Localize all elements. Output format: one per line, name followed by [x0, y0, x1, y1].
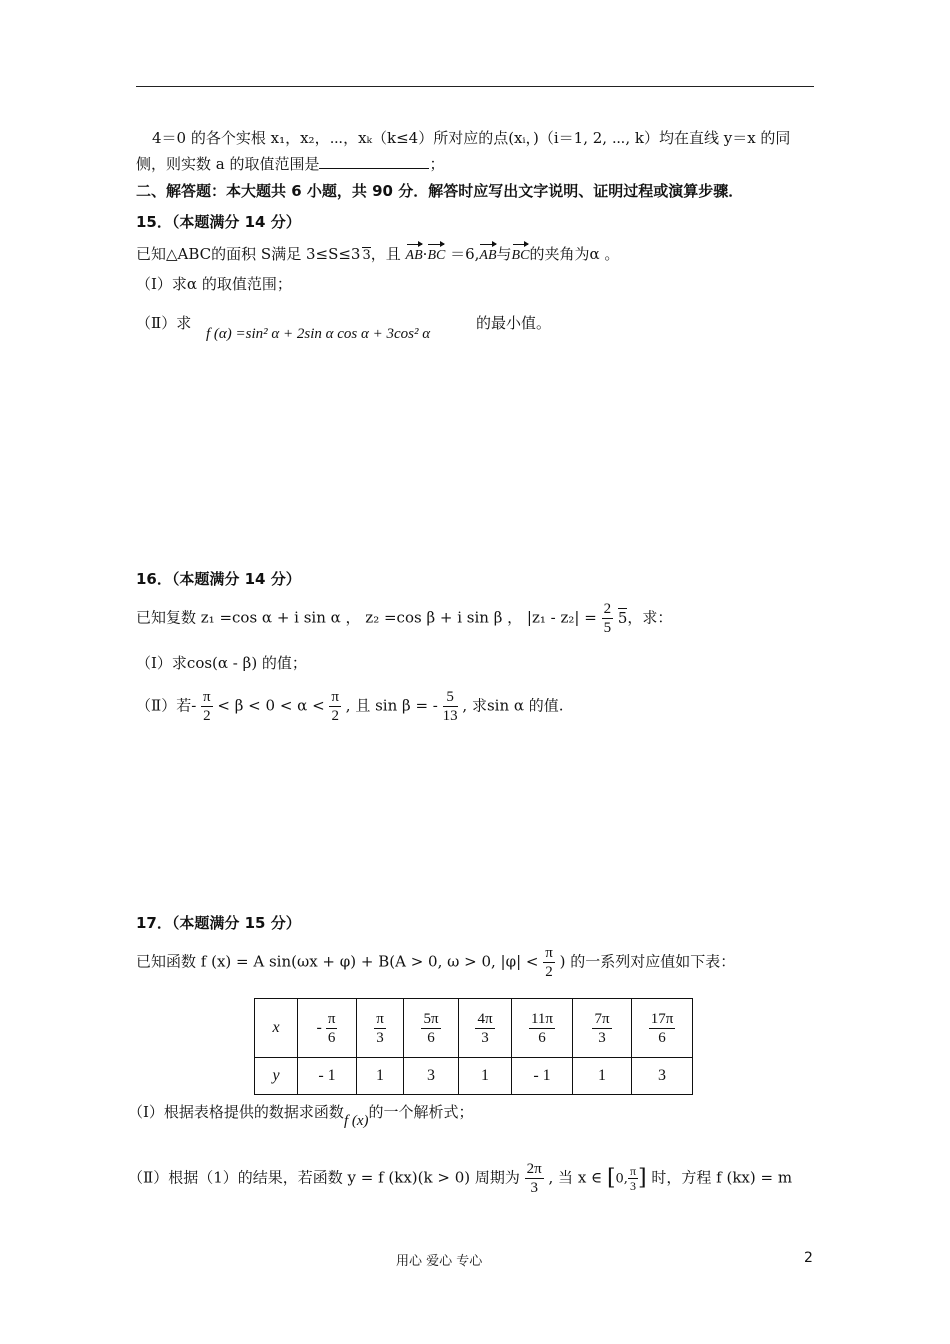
left-bracket: [ — [606, 1165, 616, 1191]
x-frac-3 — [421, 1010, 440, 1047]
q16-part-2-b: < β < 0 < α < — [217, 696, 325, 715]
q16-pi-over-2-a — [201, 688, 213, 725]
two-den-3: 2 — [545, 964, 553, 980]
q16-heading: 16．（本题满分 14 分） — [136, 570, 301, 588]
q17-stem — [136, 944, 735, 981]
x-num-4: 4π — [477, 1010, 493, 1027]
x-den-6: 3 — [598, 1029, 606, 1046]
x-frac-4 — [475, 1010, 494, 1047]
q15-sqrt: 3 — [362, 248, 371, 263]
vector-ab-2: AB — [479, 246, 496, 266]
q16-part-2-c: , 且 sin β = - — [345, 696, 438, 715]
section-2-heading: 二、解答题：本大题共 6 小题，共 90 分．解答时应写出文字说明、证明过程或演算步骤． — [136, 182, 744, 200]
q17-period-frac — [525, 1160, 544, 1197]
x-cell-2 — [357, 999, 404, 1058]
continued-line-2 — [136, 154, 445, 174]
x-num-7: 17π — [650, 1010, 674, 1027]
x-frac-2 — [374, 1010, 386, 1047]
pi-num-2: π — [331, 689, 339, 705]
values-table — [254, 998, 693, 1095]
q17-part-1-f: f (x) — [343, 1113, 369, 1129]
q16-part-2-a: （Ⅱ）若- — [136, 696, 197, 715]
y-cell-6: 1 — [573, 1058, 632, 1095]
y-cell-4: 1 — [459, 1058, 512, 1095]
q15-heading: 15．（本题满分 14 分） — [136, 213, 301, 231]
q15-part-2-b: 的最小值。 — [476, 314, 552, 332]
x-cell-6 — [573, 999, 632, 1058]
x-den-3: 6 — [427, 1029, 435, 1046]
q15-stem — [136, 244, 619, 266]
q15-stem-d: ＝6, — [450, 245, 480, 263]
x-sign: - — [316, 1018, 322, 1036]
q17-part-2-c: 时，方程 f (kx) = m — [651, 1168, 793, 1187]
q15-formula: f (α) =sin² α + 2sin α cos α + 3cos² α — [206, 326, 431, 342]
dot: · — [422, 245, 428, 263]
x-num-6: 7π — [594, 1010, 610, 1027]
x-num-1: π — [327, 1010, 336, 1027]
q16-pi-over-2-b — [329, 688, 341, 725]
q16-part-2 — [136, 688, 564, 725]
interval-pi: π — [629, 1164, 636, 1178]
vector-ab: AB — [406, 246, 423, 266]
q15-stem-f: 的夹角为α 。 — [529, 245, 620, 263]
continued-line-2-end: ； — [429, 155, 445, 173]
x-frac-1 — [326, 1010, 338, 1047]
q16-frac-den: 5 — [603, 620, 612, 636]
x-den-4: 3 — [481, 1029, 489, 1046]
x-den-1: 6 — [327, 1029, 336, 1046]
q17-stem-a: 已知函数 f (x) = A sin(ωx + φ) + B(A > 0, ω > 0, |φ| < — [136, 952, 539, 971]
q17-part-1-b: 的一个解析式； — [368, 1103, 474, 1121]
q15-part-2 — [136, 313, 191, 333]
x-cell-7 — [632, 999, 693, 1058]
x-label-cell: x — [255, 999, 298, 1058]
q16-sqrt: 5 — [617, 608, 628, 627]
y-cell-1: - 1 — [298, 1058, 357, 1095]
interval-3: 3 — [629, 1179, 636, 1193]
period-den: 3 — [530, 1180, 538, 1196]
header-rule — [136, 86, 814, 87]
answer-blank — [319, 154, 429, 169]
q15-part-2-a: （Ⅱ）求 — [136, 314, 192, 332]
page-number: 2 — [804, 1250, 813, 1266]
five-num: 5 — [443, 688, 458, 707]
q17-part-2 — [128, 1160, 792, 1197]
x-cell-4 — [459, 999, 512, 1058]
q16-stem-a: 已知复数 z₁ =cos α + i sin α ， z₂ =cos β + i sin β ， |z₁ - z₂| = — [136, 608, 597, 627]
x-frac-7 — [649, 1010, 676, 1047]
q17-part-1 — [128, 1102, 474, 1129]
x-num-3: 5π — [423, 1010, 439, 1027]
x-frac-6 — [592, 1010, 611, 1047]
vector-bc-2: BC — [512, 246, 530, 266]
x-den-2: 3 — [376, 1029, 384, 1046]
q16-stem-b: ，求： — [627, 608, 673, 627]
interval-frac — [628, 1164, 638, 1193]
thirteen-den: 13 — [442, 708, 458, 724]
pi-num: π — [203, 689, 211, 705]
x-cell-1 — [298, 999, 357, 1058]
q17-pi-over-2 — [543, 944, 555, 981]
two-den: 2 — [203, 708, 211, 724]
x-num-5: 11π — [530, 1010, 554, 1027]
q16-fraction — [602, 600, 614, 637]
continued-line-1: 4＝0 的各个实根 x₁，x₂，⋯，xₖ（k≤4）所对应的点(xᵢ，)（i＝1, 2, ⋯, k）均在直线 y＝x 的同 — [152, 129, 791, 147]
y-cell-2: 1 — [357, 1058, 404, 1095]
q15-stem-e: 与 — [496, 245, 512, 263]
q16-part-1: （Ⅰ）求cos(α - β) 的值； — [136, 654, 307, 672]
period-num: 2π — [526, 1161, 542, 1177]
q16-5-over-13 — [443, 688, 458, 725]
q16-part-2-d: , 求sin α 的值. — [462, 696, 564, 715]
y-cell-3: 3 — [404, 1058, 459, 1095]
x-cell-3 — [404, 999, 459, 1058]
y-cell-5: - 1 — [512, 1058, 573, 1095]
table-row-y — [255, 1058, 693, 1095]
table-row-x — [255, 999, 693, 1058]
q15-stem-a: 已知△ABC的面积 S满足 3≤S≤3 — [136, 245, 361, 263]
q16-stem — [136, 600, 672, 637]
x-frac-5 — [529, 1010, 555, 1047]
x-den-7: 6 — [658, 1029, 666, 1046]
q17-part-2-b: , 当 x ∈ — [548, 1168, 603, 1187]
q17-stem-b: ) 的一系列对应值如下表： — [559, 952, 736, 971]
x-den-5: 6 — [538, 1029, 546, 1046]
pi-num-3: π — [545, 945, 553, 961]
x-cell-5 — [512, 999, 573, 1058]
q16-frac-num: 2 — [603, 601, 612, 617]
interval-start: 0, — [615, 1171, 628, 1187]
q15-part-1: （Ⅰ）求α 的取值范围； — [136, 275, 292, 293]
vector-bc: BC — [427, 246, 445, 266]
footer-center: 用心 爱心 专心 — [396, 1254, 483, 1269]
two-den-2: 2 — [331, 708, 339, 724]
q17-part-1-a: （Ⅰ）根据表格提供的数据求函数 — [128, 1103, 344, 1121]
y-label-cell: y — [255, 1058, 298, 1095]
y-cell-7: 3 — [632, 1058, 693, 1095]
q17-heading: 17．（本题满分 15 分） — [136, 914, 301, 932]
x-num-2: π — [376, 1010, 384, 1027]
q15-stem-b: ，且 — [370, 245, 401, 263]
right-bracket: ] — [638, 1165, 647, 1191]
q17-part-2-a: （Ⅱ）根据（1）的结果，若函数 y = f (kx)(k > 0) 周期为 — [128, 1168, 520, 1187]
continued-line-2-text: 侧，则实数 a 的取值范围是 — [136, 155, 320, 173]
